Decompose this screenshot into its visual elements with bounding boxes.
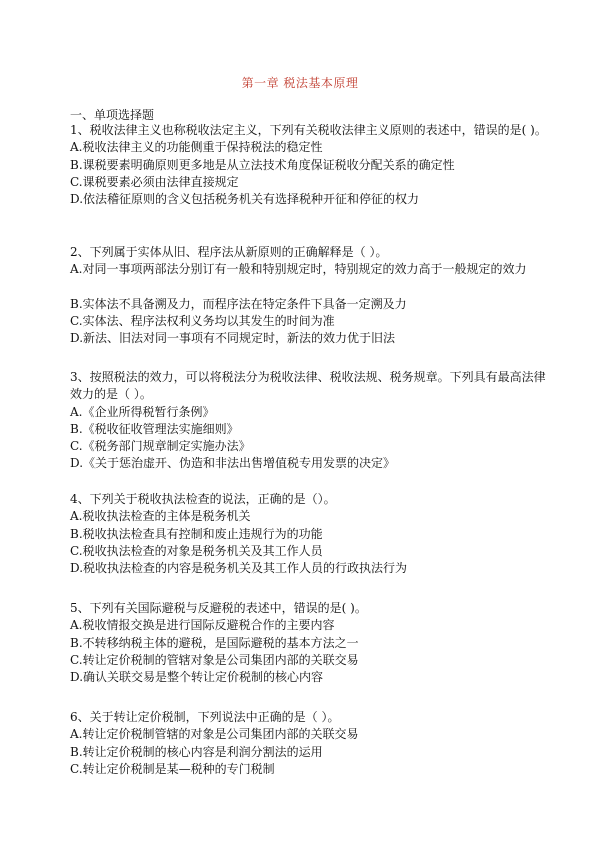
option-c: C.税收执法检查的对象是税务机关及其工作人员 [70,543,323,558]
chapter-title: 第一章 税法基本原理 [241,76,359,90]
option-d: D.《关于惩治虚开、伪造和非法出售增值税专用发票的决定》 [70,456,396,471]
question-6 [70,709,550,778]
option-b: B.课税要素明确原则更多地是从立法技术角度保证税收分配关系的确定性 [70,157,455,172]
question-1 [70,122,550,208]
option-d: D.新法、旧法对同一事项有不同规定时，新法的效力优于旧法 [70,331,396,346]
option-b: B.《税收征收管理法实施细则》 [70,421,239,436]
question-stem: 6、关于转让定价税制，下列说法中正确的是（ ）。 [70,710,340,724]
section-heading: 一、单项选择题 [70,108,155,122]
option-d: D.确认关联交易是整个转让定价税制的核心内容 [70,670,324,685]
option-a: A.税收执法检查的主体是税务机关 [70,509,251,524]
question-stem: 2、下列属于实体从旧、程序法从新原则的正确解释是（ ）。 [70,245,388,259]
question-stem: 3、按照税法的效力，可以将税法分为税收法律、税收法规、税务规章。下列具有最高法律效力的是（ ）。 [70,370,546,402]
option-c: C.转让定价税制是某—税种的专门税制 [70,761,275,776]
question-stem: 5、下列有关国际避税与反避税的表述中，错误的是( )。 [70,601,367,615]
option-d: D.税收执法检查的内容是税务机关及其工作人员的行政执法行为 [70,561,408,576]
option-b: B.实体法不具备溯及力，而程序法在特定条件下具备一定溯及力 [70,296,407,311]
question-stem: 4、下列关于税收执法检查的说法，正确的是（）。 [70,492,336,506]
option-b: B.税收执法检查具有控制和废止违规行为的功能 [70,526,323,541]
option-c: C.转让定价税制的管辖对象是公司集团内部的关联交易 [70,652,359,667]
option-a: A.税收情报交换是进行国际反避税合作的主要内容 [70,618,335,633]
question-3 [70,369,550,473]
option-a: A.税收法律主义的功能侧重于保持税法的稳定性 [70,140,323,155]
option-c: C.实体法、程序法权利义务均以其发生的时间为准 [70,313,335,328]
question-stem: 1、税收法律主义也称税收法定主义，下列有关税收法律主义原则的表述中，错误的是( )。 [70,123,547,137]
option-d: D.依法稽征原则的含义包括税务机关有选择税种开征和停征的权力 [70,192,420,207]
question-4 [70,491,550,577]
question-2 [70,244,550,347]
option-c: C.课税要素必须由法律直接规定 [70,174,239,189]
option-c: C.《税务部门规章制定实施办法》 [70,439,251,454]
question-5 [70,600,550,686]
option-a: A.《企业所得税暂行条例》 [70,404,215,419]
option-a: A.对同一事项两部法分别订有一般和特别规定时，特别规定的效力高于一般规定的效力 [70,262,527,277]
option-a: A.转让定价税制管辖的对象是公司集团内部的关联交易 [70,727,359,742]
option-b: B.转让定价税制的核心内容是利润分割法的运用 [70,744,323,759]
option-b: B.不转移纳税主体的避税，是国际避税的基本方法之一 [70,635,359,650]
